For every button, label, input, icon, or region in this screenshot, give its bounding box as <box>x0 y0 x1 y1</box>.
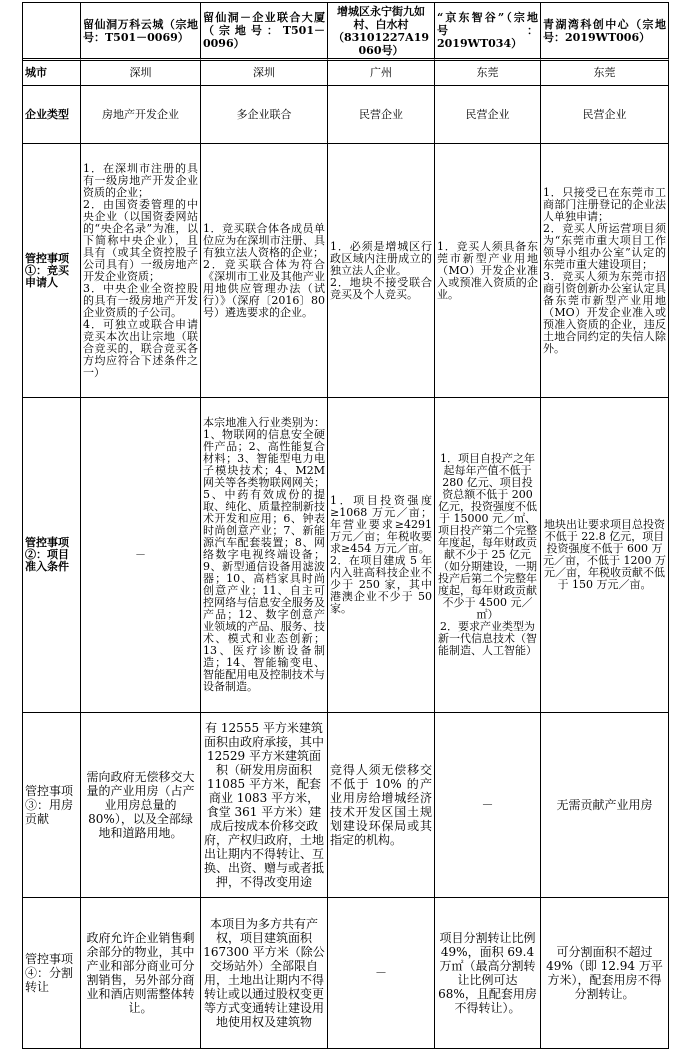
cell-bidder-1 <box>81 144 201 398</box>
cell-admission-3 <box>328 398 435 713</box>
row-label-text: 管控事项①：竞买申请人 <box>25 251 69 289</box>
row-label-split-transfer <box>23 898 81 1049</box>
cell-housing-1 <box>81 713 201 898</box>
cell-text: 可分割面积不超过 49%（即 12.94 万平方米），配套用房不得分割转让。 <box>546 945 663 1001</box>
cell-text: 1．只接受已在东莞市工商部门注册登记的企业法人单独申请； 2．竞买人所运营项目须为“东莞市重大项目工作领导小组办公室”认定的东莞市重大建设项目； 3．竞买人须为东莞市招商引资创新办公室认定具备东莞市新型产业用地（MO）开发企业准入或预准入资质的企业，违反土地合同约定的失信人除外。 <box>543 185 666 355</box>
cell-split-1 <box>81 898 201 1049</box>
column-header-enterprise-building <box>201 3 328 61</box>
cell-admission-5 <box>541 398 669 713</box>
cell-text: 民营企业 <box>465 107 510 121</box>
cell-bidder-2 <box>201 144 328 398</box>
row-label-city <box>23 61 81 86</box>
cell-text: 本宗地准入行业类别为：1、物联网的信息安全硬件产品；2、高性能复合材料；3、智能型电力电子模块技术；4、M2M 网关等各类物联网网关；5、中药有效成份的提取、纯化、质量控制新技术开发和应用；6、钟表时尚创意产业；7、新能源汽车配套装置；8、网络数字电视终端设备；9、新型通信设备用滤波器；10、高档家具时尚创意产业；11、自主可控网络与信息安全服务及产品；12、数字创意产业领域的产品、服务、技术、模式和业态创新；13、医疗诊断设备制造；14、智能输变电、智能配用电及控制技术与设备制造。 <box>203 416 325 693</box>
cell-text: 民营企业 <box>582 107 627 121</box>
cell-housing-4 <box>435 713 541 898</box>
cell-text: 深圳 <box>253 66 275 79</box>
cell-text: 项目分割转让比例 49%，面积 69.4 万㎡（最高分割转让比例可达 68%，且配套用房不得转让）。 <box>438 931 537 1015</box>
cell-text: 东莞 <box>593 66 616 79</box>
cell-split-4 <box>435 898 541 1049</box>
cell-split-5 <box>541 898 669 1049</box>
row-label-text: 城市 <box>25 66 47 79</box>
cell-city-2 <box>201 61 328 86</box>
cell-city-4 <box>435 61 541 86</box>
row-label-bidder-requirements <box>23 144 81 398</box>
cell-text: 东莞 <box>476 66 499 79</box>
cell-text: 深圳 <box>129 66 152 79</box>
cell-admission-1 <box>81 398 201 713</box>
row-label-text: 管控事项③：用房贡献 <box>25 784 74 826</box>
row-label-text: 管控事项④：分割转让 <box>25 952 74 994</box>
column-header-text: 留仙洞万科云城（宗地号：T501－0069） <box>83 17 198 44</box>
cell-housing-3 <box>328 713 435 898</box>
cell-city-1 <box>81 61 201 86</box>
cell-admission-2 <box>201 398 328 713</box>
column-header-jingdong-zhigu <box>435 3 541 61</box>
cell-split-2 <box>201 898 328 1049</box>
cell-text: 1．竞买人须具备东莞市新型产业用地（MO）开发企业准入或预准入资质的企业。 <box>437 239 538 301</box>
cell-text: 广州 <box>370 66 392 79</box>
cell-text: 无需贡献产业用房 <box>556 798 653 812</box>
column-header-text: 留仙洞－企业联合大厦（宗地号：T501－0096） <box>203 11 325 50</box>
cell-text: 民营企业 <box>359 107 403 121</box>
cell-text: 有 12555 平方米建筑面积由政府承接，其中 12529 平方米建筑面积（研发用房面积 11085 平方米，配套商业 1083 平方米，食堂 361 平方米）建成后按成本价移交政府，产权归政府，土地出让期内不得转让、互换、出资、赠与或者抵押，不得改变用途 <box>203 721 324 889</box>
cell-text: － <box>481 798 494 812</box>
cell-bidder-4 <box>435 144 541 398</box>
land-transfer-comparison-table <box>22 2 669 1049</box>
column-header-qinghuwan <box>541 3 669 61</box>
row-label-text: 管控事项②：项目准入条件 <box>25 536 69 573</box>
column-header-text: 青湖湾科创中心（宗地号：2019WT006） <box>543 17 666 44</box>
cell-housing-2 <box>201 713 328 898</box>
cell-enterprise-type-1 <box>81 86 201 144</box>
column-header-wanke-yuncheng <box>81 3 201 61</box>
cell-text: 需向政府无偿移交大量的产业用房（占产业用房总量的 80%），以及全部绿地和道路用地。 <box>86 770 195 840</box>
cell-enterprise-type-3 <box>328 86 435 144</box>
cell-bidder-5 <box>541 144 669 398</box>
column-header-text: “京东智谷”（宗地号：2019WT034） <box>437 11 538 50</box>
row-label-admission-conditions <box>23 398 81 713</box>
cell-text: 地块出让要求项目总投资不低于 22.8 亿元，项目投资强度不低于 600 万元／亩，不低于 1200 万元／亩，年税收贡献不低于 150 万元／亩。 <box>543 518 666 591</box>
cell-text: 1．在深圳市注册的具有一级房地产开发企业资质的企业； 2．由国资委管理的中央企业（以国资委网站的“央企名录”为准，以下简称中央企业），且具有（或其全资控股子公司具有）一级房地产开发企业资质； 3．中央企业全资控股的具有一级房地产开发企业资质的子公司。 4．可独立或联合申请竞买本次出让宗地（联合竞买的，联合竞买各方均应符合下述条件之一） <box>83 161 198 379</box>
cell-enterprise-type-5 <box>541 86 669 144</box>
cell-text: 1．必须是增城区行政区域内注册成立的独立法人企业。 2．地块不接受联合竞买及个人竞买。 <box>330 239 432 301</box>
row-label-text: 企业类型 <box>25 107 69 121</box>
cell-housing-5 <box>541 713 669 898</box>
cell-enterprise-type-4 <box>435 86 541 144</box>
cell-split-3 <box>328 898 435 1049</box>
row-label-enterprise-type <box>23 86 81 144</box>
cell-text: 本项目为多方共有产权，项目建筑面积 167300 平方米（除公交场站外）全部限自用，土地出让期内不得转让或以通过股权变更等方式变通转让建设用地使用权及建筑物 <box>203 917 325 1029</box>
cell-city-5 <box>541 61 669 86</box>
cell-enterprise-type-2 <box>201 86 328 144</box>
cell-text: － <box>135 548 146 561</box>
cell-text: 1．项目投资强度≥1068 万元／亩；年营业要求≥4291 万元／亩；年税收要求≥454 万元／亩。 2．在项目建成 5 年内入驻高科技企业不少于 250 家，其中港澳企业不少于 50 家。 <box>330 494 432 615</box>
cell-text: － <box>374 966 387 980</box>
cell-admission-4 <box>435 398 541 713</box>
column-header-zengcheng <box>328 3 435 61</box>
cell-text: 1．竞买联合体各成员单位应为在深圳市注册、具有独立法人资格的企业； 2．竞买联合体为符合《深圳市工业及其他产业用地供应管理办法（试行）》（深府〔2016〕80 号）遴选要求的企业。 <box>203 221 325 319</box>
cell-bidder-3 <box>328 144 435 398</box>
cell-text: 政府允许企业销售剩余部分的物业，其中产业和部分商业可分割销售，另外部分商业和酒店则需整体转让。 <box>86 931 195 1015</box>
column-header-text: 增城区永宁街九如村、白水村（83101227A19060号） <box>332 4 430 57</box>
row-label-housing-contribution <box>23 713 81 898</box>
cell-text: 1．项目自投产之年起每年产值不低于 280 亿元、项目投资总额不低于 200 亿元，投资强度不低于 15000 元／㎡、项目投产第二个完整年度起，每年财政贡献不少于 25 亿元（如分期建设，一期投产后第二个完整年度起，每年财政贡献不少于 4500 元／㎡） 2．要求产业类型为新一代信息技术（智能制造、人工智能） <box>438 452 537 657</box>
cell-city-3 <box>328 61 435 86</box>
cell-text: 房地产开发企业 <box>102 107 179 121</box>
cell-text: 竞得人须无偿移交不低于 10% 的产业用房给增城经济技术开发区国土规划建设环保局或其指定的机构。 <box>330 763 432 847</box>
header-corner-cell <box>23 3 81 61</box>
cell-text: 多企业联合 <box>236 107 292 121</box>
